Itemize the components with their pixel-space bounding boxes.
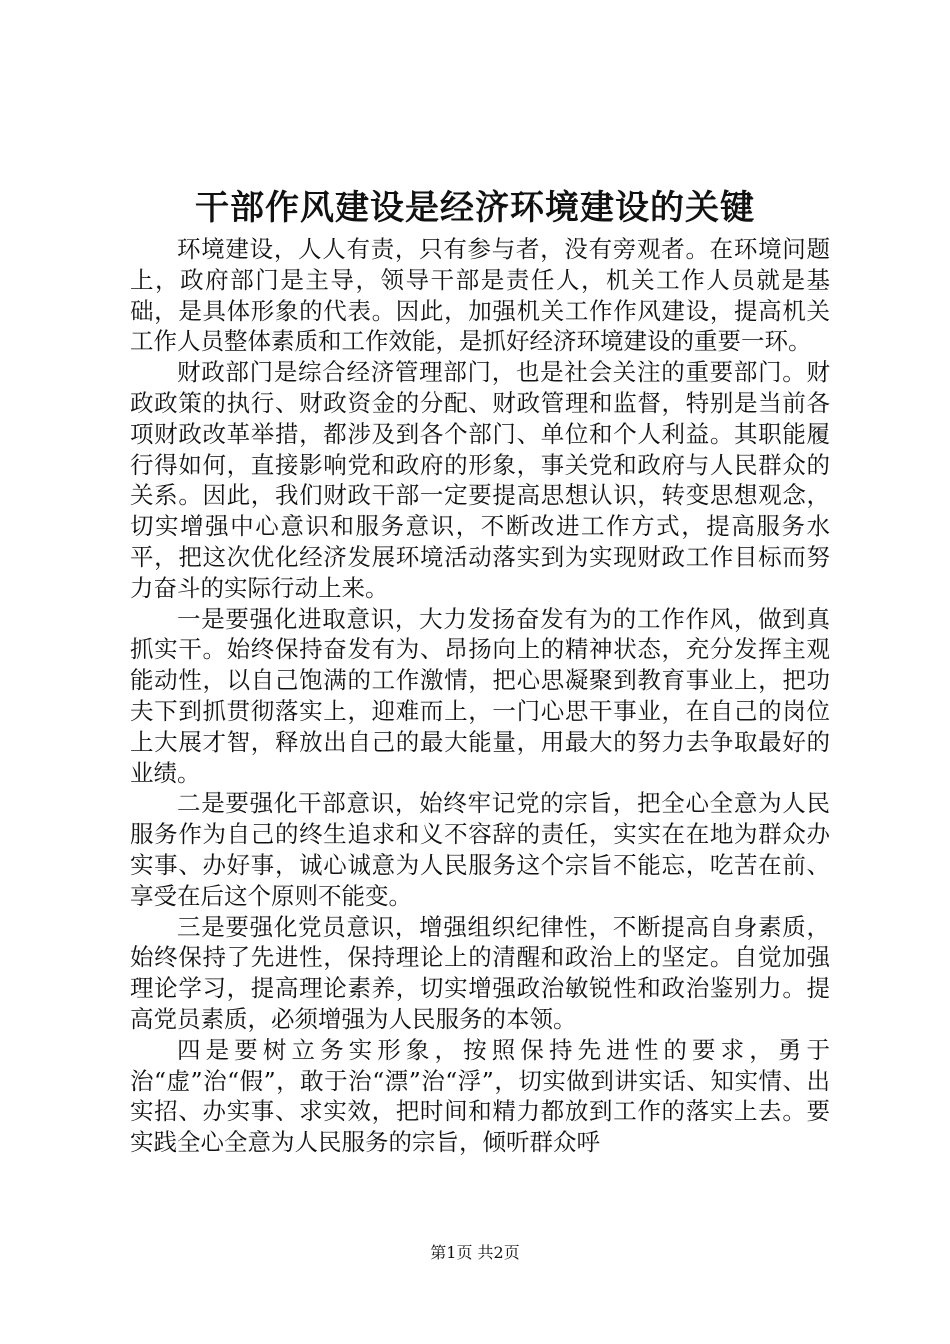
paragraph-5: 三是要强化党员意识，增强组织纪律性，不断提高自身素质，始终保持了先进性，保持理论上的清醒和政治上的坚定。自觉加强理论学习，提高理论素养，切实增强政治敏锐性和政治鉴别力。提高党员素质，必须增强为人民服务的本领。 (130, 912, 830, 1033)
paragraph-2: 财政部门是综合经济管理部门，也是社会关注的重要部门。财政政策的执行、财政资金的分配、财政管理和监督，特别是当前各项财政改革举措，都涉及到各个部门、单位和个人利益。其职能履行得如何，直接影响党和政府的形象，事关党和政府与人民群众的关系。因此，我们财政干部一定要提高思想认识，转变思想观念，切实增强中心意识和服务意识，不断改进工作方式，提高服务水平，把这次优化经济发展环境活动落实到为实现财政工作目标而努力奋斗的实际行动上来。 (130, 358, 830, 602)
paragraph-3: 一是要强化进取意识，大力发扬奋发有为的工作作风，做到真抓实干。始终保持奋发有为、昂扬向上的精神状态，充分发挥主观能动性，以自己饱满的工作激情，把心思凝聚到教育事业上，把功夫下到抓贯彻落实上，迎难而上，一门心思干事业，在自己的岗位上大展才智，释放出自己的最大能量，用最大的努力去争取最好的业绩。 (130, 604, 830, 787)
paragraph-6: 四是要树立务实形象，按照保持先进性的要求，勇于治“虚”治“假”，敢于治“漂”治“浮”，切实做到讲实话、知实情、出实招、办实事、求实效，把时间和精力都放到工作的落实上去。要实践全心全意为人民服务的宗旨，倾听群众呼 (130, 1035, 830, 1157)
page-number-footer: 第1页 共2页 (430, 1243, 520, 1262)
paragraph-1: 环境建设，人人有责，只有参与者，没有旁观者。在环境问题上，政府部门是主导，领导干部是责任人，机关工作人员就是基础，是具体形象的代表。因此，加强机关工作作风建设，提高机关工作人员整体素质和工作效能，是抓好经济环境建设的重要一环。 (130, 235, 830, 356)
paragraph-4: 二是要强化干部意识，始终牢记党的宗旨，把全心全意为人民服务作为自己的终生追求和义不容辞的责任，实实在在地为群众办实事、办好事，诚心诚意为人民服务这个宗旨不能忘，吃苦在前、享受在后这个原则不能变。 (130, 789, 830, 910)
document-title: 干部作风建设是经济环境建设的关键 (195, 188, 755, 228)
document-body (130, 234, 830, 1158)
